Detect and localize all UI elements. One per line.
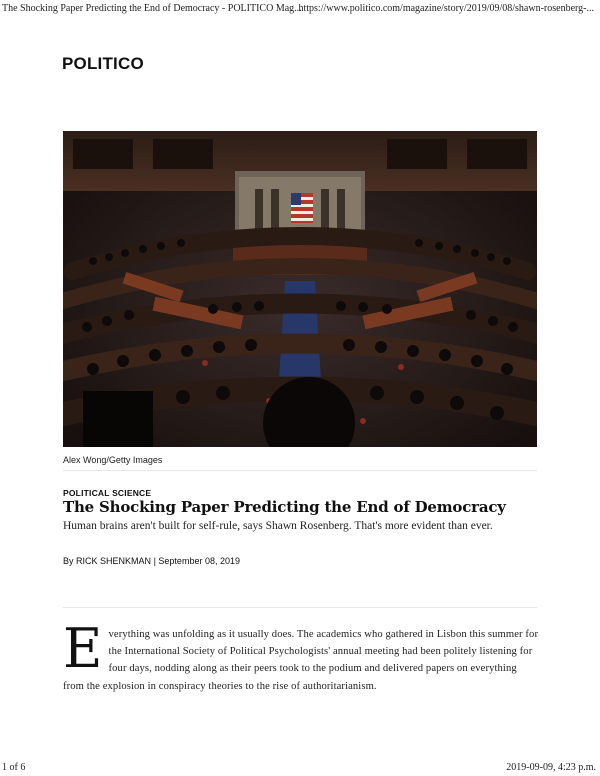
page-number: 1 of 6 xyxy=(2,762,26,773)
publish-date: September 08, 2019 xyxy=(158,556,240,566)
drop-cap: E xyxy=(63,617,103,680)
hero-image xyxy=(63,131,537,447)
print-page-url[interactable]: https://www.politico.com/magazine/story/2019/09/08/shawn-rosenberg-... xyxy=(298,3,594,14)
body-paragraph: verything was unfolding as it usually does. The academics who gathered in Lisbon this summer for the International Society of Political Psychologists' annual meeting had been politely listening for four days, nodding along as their peers took to the podium and delivered papers on everything from the explosion in conspiracy theories to the rise of authoritarianism. xyxy=(63,629,539,692)
house-chamber-photo xyxy=(63,131,537,447)
section-label[interactable]: POLITICAL SCIENCE xyxy=(63,488,152,498)
article-dek: Human brains aren't built for self-rule, says Shawn Rosenberg. That's more evident than ever. xyxy=(63,520,493,532)
print-timestamp: 2019-09-09, 4:23 p.m. xyxy=(506,762,596,773)
politico-logo[interactable]: POLITICO xyxy=(62,54,144,73)
photo-credit: Alex Wong/Getty Images xyxy=(63,455,163,465)
article-body xyxy=(63,617,539,695)
divider xyxy=(63,607,537,608)
byline xyxy=(63,556,240,566)
print-header xyxy=(0,0,600,16)
author-link[interactable]: RICK SHENKMAN xyxy=(76,556,152,566)
print-footer xyxy=(0,762,600,776)
divider xyxy=(63,470,537,471)
article-headline: The Shocking Paper Predicting the End of Democracy xyxy=(63,498,506,516)
print-page-title: The Shocking Paper Predicting the End of Democracy - POLITICO Mag... xyxy=(2,3,302,14)
byline-separator: | xyxy=(153,556,156,566)
byline-prefix: By xyxy=(63,556,74,566)
